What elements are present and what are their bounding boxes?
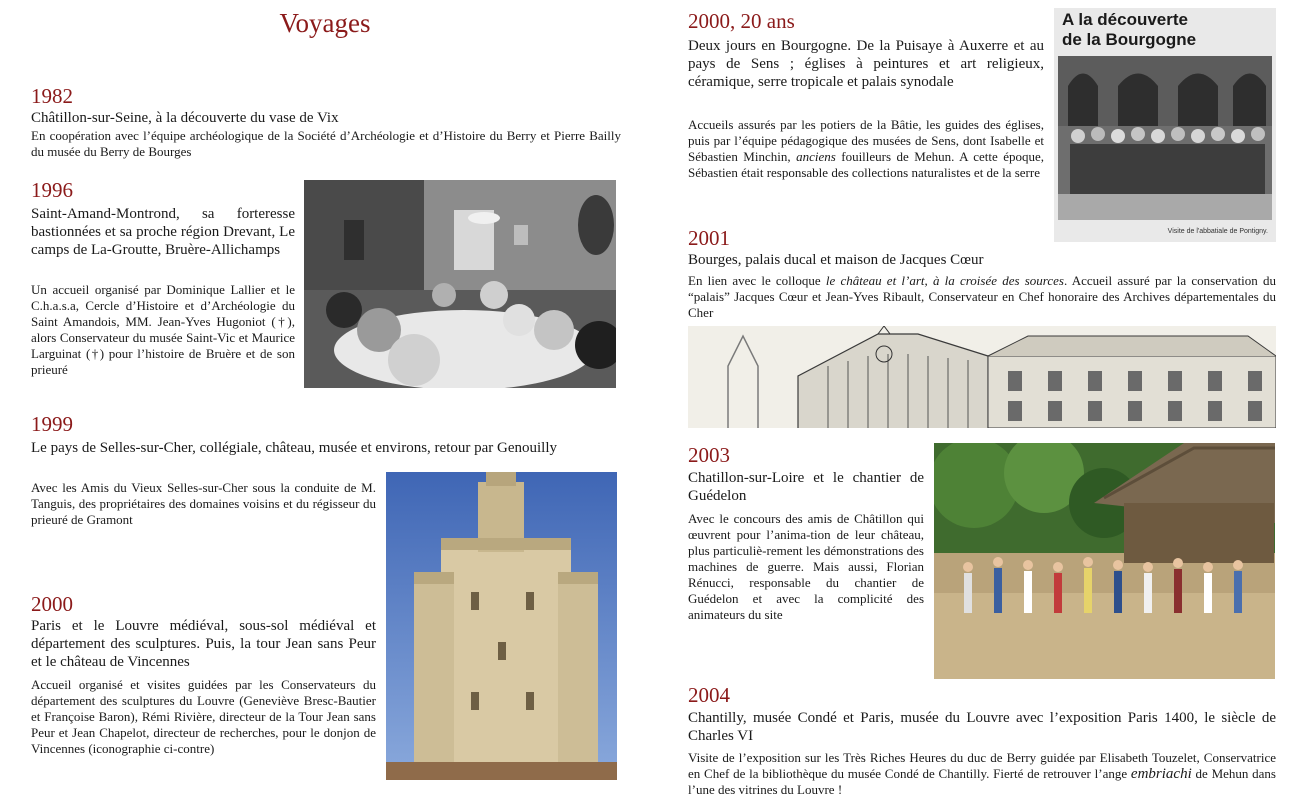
entry-description-1999: Avec les Amis du Vieux Selles-sur-Cher sous la conduite de M. Tanguis, des propriétaires des domaines voisins et du régisseur du prieuré de Gramont	[31, 480, 376, 527]
entry-subtitle-1999: Le pays de Selles-sur-Cher, collégiale, château, musée et environs, retour par Genouilly	[31, 440, 557, 456]
entry-description-2000-20-ans: Accueils assurés par les potiers de la Bâtie, les guides des églises, puis par l’équipe pédagogique des musées de Sens, dont Isabelle et Sébastien Minchin, anciens fouilleurs de Mehun. A cette époque, Sébastien était responsable des collections naturalistes et de la serre	[688, 117, 1044, 180]
entry-description-1996: Un accueil organisé par Dominique Lallier et le C.h.a.s.a, Cercle d’Histoire et d’Archéologie du Saint Amandois, MM. Jean-Yves Hugoniot (†), alors Conservateur du musée Saint-Vic et Maurice Larguinat (†) pour l’histoire de Bruère et de son prieuré	[31, 282, 295, 377]
entry-subtitle-1996: Saint-Amand-Montrond, sa forteresse bastionnées et sa proche région Drevant, Le camps de La-Groutte, Bruère-Allichamps	[31, 206, 295, 258]
page-title: Voyages	[279, 8, 371, 38]
photo-vincennes-tower	[386, 472, 617, 780]
year-heading-1999: 1999	[31, 412, 73, 436]
year-heading-1982: 1982	[31, 84, 73, 108]
entry-description-2003: Avec le concours des amis de Châtillon qui œuvrent pour l’anima-tion de leur château, plus particuliè-rement les démonstrations des machines de guerre. Mais aussi, Florian Rénucci, responsable du chantier de Guédelon et avec la complicité des animateurs du site	[688, 511, 924, 622]
entry-description-2004: Visite de l’exposition sur les Très Riches Heures du duc de Berry guidée par Elisabeth Touzelet, Conservatrice en Chef de la bibliothèque du musée Condé de Chantilly. Fierté de retrouver l’ange embriachi de Mehun dans l’une des vitrines du Louvre !	[688, 750, 1276, 797]
year-heading-2000-20-ans: 2000, 20 ans	[688, 9, 795, 33]
clipping-caption: Visite de l'abbatiale de Pontigny.	[1167, 228, 1268, 235]
clipping-group-photo	[1058, 56, 1272, 220]
entry-description-1982: En coopération avec l’équipe archéologique de la Société d’Archéologie et d’Histoire du Berry et Pierre Bailly du musée du Berry de Bourges	[31, 128, 621, 159]
entry-description-2001: En lien avec le colloque le château et l’art, à la croisée des sources. Accueil assuré par la conservation du “palais” Jacques Cœur et Jean-Yves Ribault, Conservateur en Chef honoraire des Archives départementales du Cher	[688, 273, 1276, 320]
entry-description-2000: Accueil organisé et visites guidées par les Conservateurs du département des sculptures du Louvre (Geneviève Bresc-Bautier et Françoise Baron), Rémi Rivière, directeur de la Tour Jean sans Peur et Jean Chapelot, directeur de recherches, pour le donjon de Vincennes (iconographie ci-contre)	[31, 677, 376, 756]
year-heading-2003: 2003	[688, 443, 730, 467]
year-heading-2000: 2000	[31, 592, 73, 616]
entry-subtitle-2000-20-ans: Deux jours en Bourgogne. De la Puisaye à Auxerre et au pays de Sens ; églises à peintures et art religieux, céramique, serre tropicale et palais synodale	[688, 38, 1044, 90]
clipping-headline-line-1: A la découverte	[1062, 10, 1188, 29]
photo-guedelon-site	[934, 443, 1275, 679]
entry-subtitle-1982: Châtillon-sur-Seine, à la découverte du vase de Vix	[31, 110, 339, 126]
engraving-palais-ducal	[688, 326, 1276, 428]
newspaper-clipping	[1054, 8, 1276, 242]
entry-subtitle-2004: Chantilly, musée Condé et Paris, musée du Louvre avec l’exposition Paris 1400, le siècle de Charles VI	[688, 710, 1276, 744]
entry-subtitle-2000: Paris et le Louvre médiéval, sous-sol médiéval et département des sculptures. Puis, la tour Jean sans Peur et le château de Vincennes	[31, 618, 376, 670]
entry-subtitle-2003: Chatillon-sur-Loire et le chantier de Guédelon	[688, 470, 924, 504]
clipping-headline-line-2: de la Bourgogne	[1062, 30, 1197, 49]
photo-banquet-hall	[304, 180, 616, 388]
entry-subtitle-2001: Bourges, palais ducal et maison de Jacques Cœur	[688, 252, 984, 268]
year-heading-2004: 2004	[688, 683, 730, 707]
year-heading-2001: 2001	[688, 226, 730, 250]
year-heading-1996: 1996	[31, 178, 73, 202]
